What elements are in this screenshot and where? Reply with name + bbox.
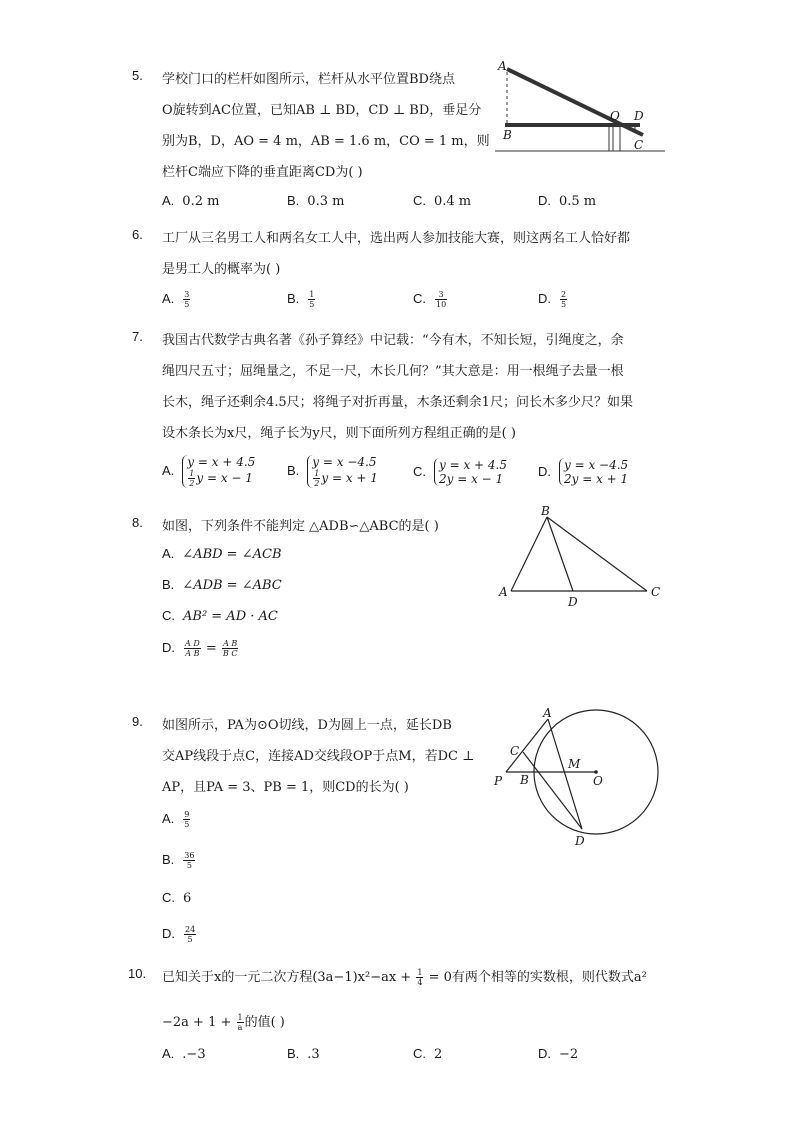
question-text-line: 工厂从三名男工人和两名女工人中，选出两人参加技能大赛，则这两名工人恰好都 xyxy=(162,231,631,246)
question-number: 7. xyxy=(132,329,143,344)
label-c: C xyxy=(651,585,661,599)
option-b[interactable]: B. .3 xyxy=(287,1046,320,1062)
label-o: O xyxy=(593,774,603,788)
option-b[interactable]: B. ∠ADB = ∠ABC xyxy=(162,577,282,593)
question-text-line: 学校门口的栏杆如图所示，栏杆从水平位置BD绕点 xyxy=(162,72,455,87)
option-c[interactable]: C. 0.4 m xyxy=(413,193,472,209)
question-number: 8. xyxy=(132,515,143,530)
question-text-line: 如图，下列条件不能判定 △ADB∽△ABC的是( ) xyxy=(162,519,439,534)
option-c[interactable]: C. AB² = AD · AC xyxy=(162,608,278,624)
label-c: C xyxy=(634,138,644,152)
question-text-line: 绳四尺五寸；屈绳量之，不足一尺，木长几何？”其大意是：用一根绳子去量一根 xyxy=(162,364,624,379)
label-b: B xyxy=(520,773,529,787)
option-a[interactable]: A. $\frac{9}{5}$ xyxy=(162,810,190,829)
label-c: C xyxy=(510,744,520,758)
question-text-line: 如图所示，PA为⊙O切线，D为圆上一点，延长DB xyxy=(162,718,452,733)
label-d: D xyxy=(568,595,578,609)
question-number: 5. xyxy=(132,68,143,83)
question-text-line: 是男工人的概率为( ) xyxy=(162,262,281,277)
question-text-line: AP，且PA = 3、PB = 1，则CD的长为( ) xyxy=(162,780,409,795)
label-b: B xyxy=(503,128,512,142)
option-b[interactable]: B. 0.3 m xyxy=(287,193,345,209)
question-text-line: 别为B，D，AO = 4 m，AB = 1.6 m，CO = 1 m，则 xyxy=(162,134,490,149)
label-p: P xyxy=(494,774,503,788)
option-d[interactable]: D. −2 xyxy=(538,1046,579,1062)
question-text-line: 已知关于x的一元二次方程(3a−1)x²−ax + $\frac{1}{4}$ = 0有两个相等的实数根，则代数式a² xyxy=(162,968,647,987)
barrier-gate-figure xyxy=(495,58,670,158)
circle-tangent-figure xyxy=(490,705,665,850)
option-d[interactable]: D. $\frac{\text{A D}}{\text{A B}}$ = $\frac{\text{A B}}{\text{B C}}$ xyxy=(162,639,238,658)
question-number: 10. xyxy=(128,966,147,981)
option-d[interactable]: D. 0.5 m xyxy=(538,193,597,209)
label-b: B xyxy=(541,504,550,518)
option-d[interactable]: D. $\frac{2}{5}$ xyxy=(538,290,567,309)
question-text-line: −2a + 1 + $\frac{1}{a}$ 的值( ) xyxy=(162,1013,285,1032)
option-b[interactable]: B. $\frac{36}{5}$ xyxy=(162,851,195,870)
label-a: A xyxy=(499,585,508,599)
option-b[interactable]: B. $\frac{1}{5}$ xyxy=(287,290,315,309)
option-a[interactable]: A. ∠ABD = ∠ACB xyxy=(162,546,282,562)
option-d[interactable]: D. $\frac{24}{5}$ xyxy=(162,925,196,944)
option-d[interactable]: D. y = x −4.5 2y = x + 1 xyxy=(538,458,629,486)
option-c[interactable]: C. $\frac{3}{10}$ xyxy=(413,290,447,309)
option-b[interactable]: B.y = x −4.5 $\frac{1}{2}$ y = x + 1 xyxy=(287,455,378,488)
question-text-line: 栏杆C端应下降的垂直距离CD为( ) xyxy=(162,165,363,180)
option-c[interactable]: C. y = x + 4.5 2y = x − 1 xyxy=(413,458,507,486)
question-text-line: O旋转到AC位置，已知AB ⊥ BD，CD ⊥ BD，垂足分 xyxy=(162,103,482,118)
option-c[interactable]: C. 2 xyxy=(413,1046,443,1062)
option-c[interactable]: C. 6 xyxy=(162,890,192,906)
question-text-line: 设木条长为x尺，绳子长为y尺，则下面所列方程组正确的是( ) xyxy=(162,426,516,441)
label-a: A xyxy=(543,706,552,720)
question-text-line: 我国古代数学古典名著《孙子算经》中记载：“今有木，不知长短，引绳度之，余 xyxy=(162,333,624,348)
option-a[interactable]: A.y = x + 4.5 $\frac{1}{2}$ y = x − 1 xyxy=(162,455,256,488)
triangle-figure xyxy=(495,503,665,608)
question-text-line: 交AP线段于点C，连接AD交线段OP于点M，若DC ⊥ xyxy=(162,749,475,764)
label-m: M xyxy=(568,757,581,771)
label-d: D xyxy=(575,834,585,848)
question-number: 9. xyxy=(132,714,143,729)
option-a[interactable]: A. $\frac{3}{5}$ xyxy=(162,290,190,309)
label-a: A xyxy=(498,59,507,73)
question-text-line: 长木，绳子还剩余4.5尺；将绳子对折再量，木条还剩余1尺；问长木多少尺？如果 xyxy=(162,395,633,410)
question-number: 6. xyxy=(132,227,143,242)
label-o: O xyxy=(610,109,620,123)
option-a[interactable]: A. 0.2 m xyxy=(162,193,220,209)
label-d: D xyxy=(634,109,644,123)
option-a[interactable]: A. .−3 xyxy=(162,1046,206,1062)
